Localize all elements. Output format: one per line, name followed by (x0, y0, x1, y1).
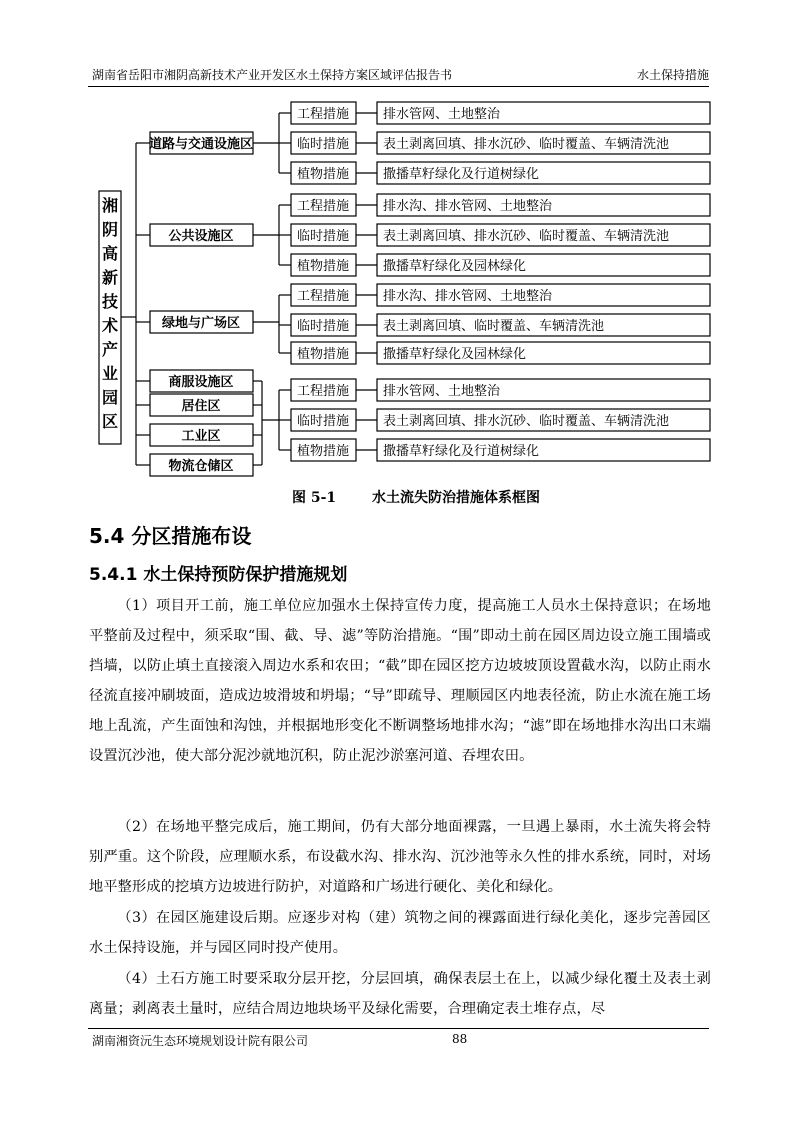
figure-title: 水土流失防治措施体系框图 (372, 490, 540, 506)
figure-number: 图 5-1 (292, 490, 337, 506)
measure-type-label: 工程措施 (296, 107, 350, 122)
paragraph: （4）土石方施工时要采取分层开挖，分层回填，确保表层土在上，以减少绿化覆土及表土剥离量；剥离表土量时，应结合周边地块场平及绿化需要，合理确定表土堆存点，尽 (89, 971, 711, 1017)
zone-label: 居住区 (181, 399, 221, 414)
header-section: 水土保持措施 (636, 68, 709, 82)
paragraph: （3）在园区施建设后期。应逐步对构（建）筑物之间的裸露面进行绿化美化，逐步完善园区水土保持设施，并与园区同时投产使用。 (89, 910, 711, 956)
root-char: 阴 (101, 220, 119, 239)
measure-content-label: 排水沟、排水管网、土地整治 (383, 289, 553, 304)
root-char: 区 (101, 412, 119, 431)
zone-label: 工业区 (181, 429, 221, 444)
root-char: 术 (101, 316, 119, 335)
root-char: 技 (101, 292, 119, 311)
root-char: 产 (101, 340, 119, 359)
measure-type-label: 植物措施 (296, 347, 350, 362)
measure-type-label: 临时措施 (296, 414, 350, 429)
root-char: 湘 (101, 196, 119, 215)
measure-type-label: 植物措施 (296, 167, 350, 182)
root-char: 园 (101, 388, 119, 407)
measure-content-label: 撒播草籽绿化及行道树绿化 (383, 167, 540, 182)
measure-content-label: 撒播草籽绿化及园林绿化 (383, 347, 527, 362)
measure-rows (291, 102, 710, 461)
measure-content-label: 表土剥离回填、临时覆盖、车辆清洗池 (383, 319, 605, 334)
measure-content-label: 表土剥离回填、排水沉砂、临时覆盖、车辆清洗池 (383, 414, 670, 429)
paragraph: （1）项目开工前，施工单位应加强水土保持宣传力度，提高施工人员水土保持意识；在场地平整前及过程中，须采取“围、截、导、滤”等防治措施。“围”即动土前在园区周边设立施工围墙或挡墙，以防止填土直接滚入周边水系和农田；“截”即在园区挖方边坡坡顶设置截水沟，以防止雨水径流直接冲刷坡面，造成边坡滑坡和坍塌；“导”即疏导、理顺园区内地表径流，防止水流在施工场地上乱流，产生面蚀和沟蚀，并根据地形变化不断调整场地排水沟；“滤”即在场地排水沟出口末端设置沉沙池，使大部分泥沙就地沉积，防止泥沙淤塞河道、吞埋农田。 (89, 598, 711, 764)
measure-content-label: 排水管网、土地整治 (383, 107, 501, 122)
zone-label: 道路与交通设施区 (148, 137, 254, 152)
measure-content-label: 排水沟、排水管网、土地整治 (383, 199, 553, 214)
measure-type-label: 工程措施 (296, 289, 350, 304)
measure-type-label: 工程措施 (296, 199, 350, 214)
measure-content-label: 撒播草籽绿化及行道树绿化 (383, 444, 540, 459)
subsection-heading: 5.4.1 水土保持预防保护措施规划 (89, 565, 348, 585)
footer-rule (88, 1028, 709, 1029)
measure-type-label: 临时措施 (296, 319, 350, 334)
measure-content-label: 排水管网、土地整治 (383, 384, 501, 399)
footer-org: 湖南湘资沅生态环境规划设计院有限公司 (92, 1034, 309, 1048)
zone-label: 商服设施区 (168, 375, 234, 390)
measure-type-label: 临时措施 (296, 229, 350, 244)
zone-label: 物流仓储区 (168, 459, 234, 474)
section-heading: 5.4 分区措施布设 (89, 524, 252, 548)
measure-type-label: 工程措施 (296, 384, 350, 399)
paragraph: （2）在场地平整完成后，施工期间，仍有大部分地面裸露，一旦遇上暴雨，水土流失将会特别严重。这个阶段，应理顺水系，布设截水沟、排水沟、沉沙池等永久性的排水系统，同时，对场地平整形成的挖填方边坡进行防护，对道路和广场进行硬化、美化和绿化。 (89, 819, 711, 895)
measure-type-label: 植物措施 (296, 259, 350, 274)
zone-label: 公共设施区 (168, 229, 234, 244)
page-number: 88 (452, 1032, 468, 1046)
measure-type-label: 植物措施 (296, 444, 350, 459)
zone-label: 绿地与广场区 (161, 316, 241, 331)
header-title: 湖南省岳阳市湘阴高新技术产业开发区水土保持方案区域评估报告书 (92, 68, 453, 82)
measure-type-label: 临时措施 (296, 137, 350, 152)
root-char: 新 (101, 268, 119, 287)
measure-content-label: 表土剥离回填、排水沉砂、临时覆盖、车辆清洗池 (383, 137, 670, 152)
measure-content-label: 表土剥离回填、排水沉砂、临时覆盖、车辆清洗池 (383, 229, 670, 244)
root-char: 业 (101, 364, 119, 383)
measure-content-label: 撒播草籽绿化及园林绿化 (383, 259, 527, 274)
root-char: 高 (101, 244, 119, 263)
